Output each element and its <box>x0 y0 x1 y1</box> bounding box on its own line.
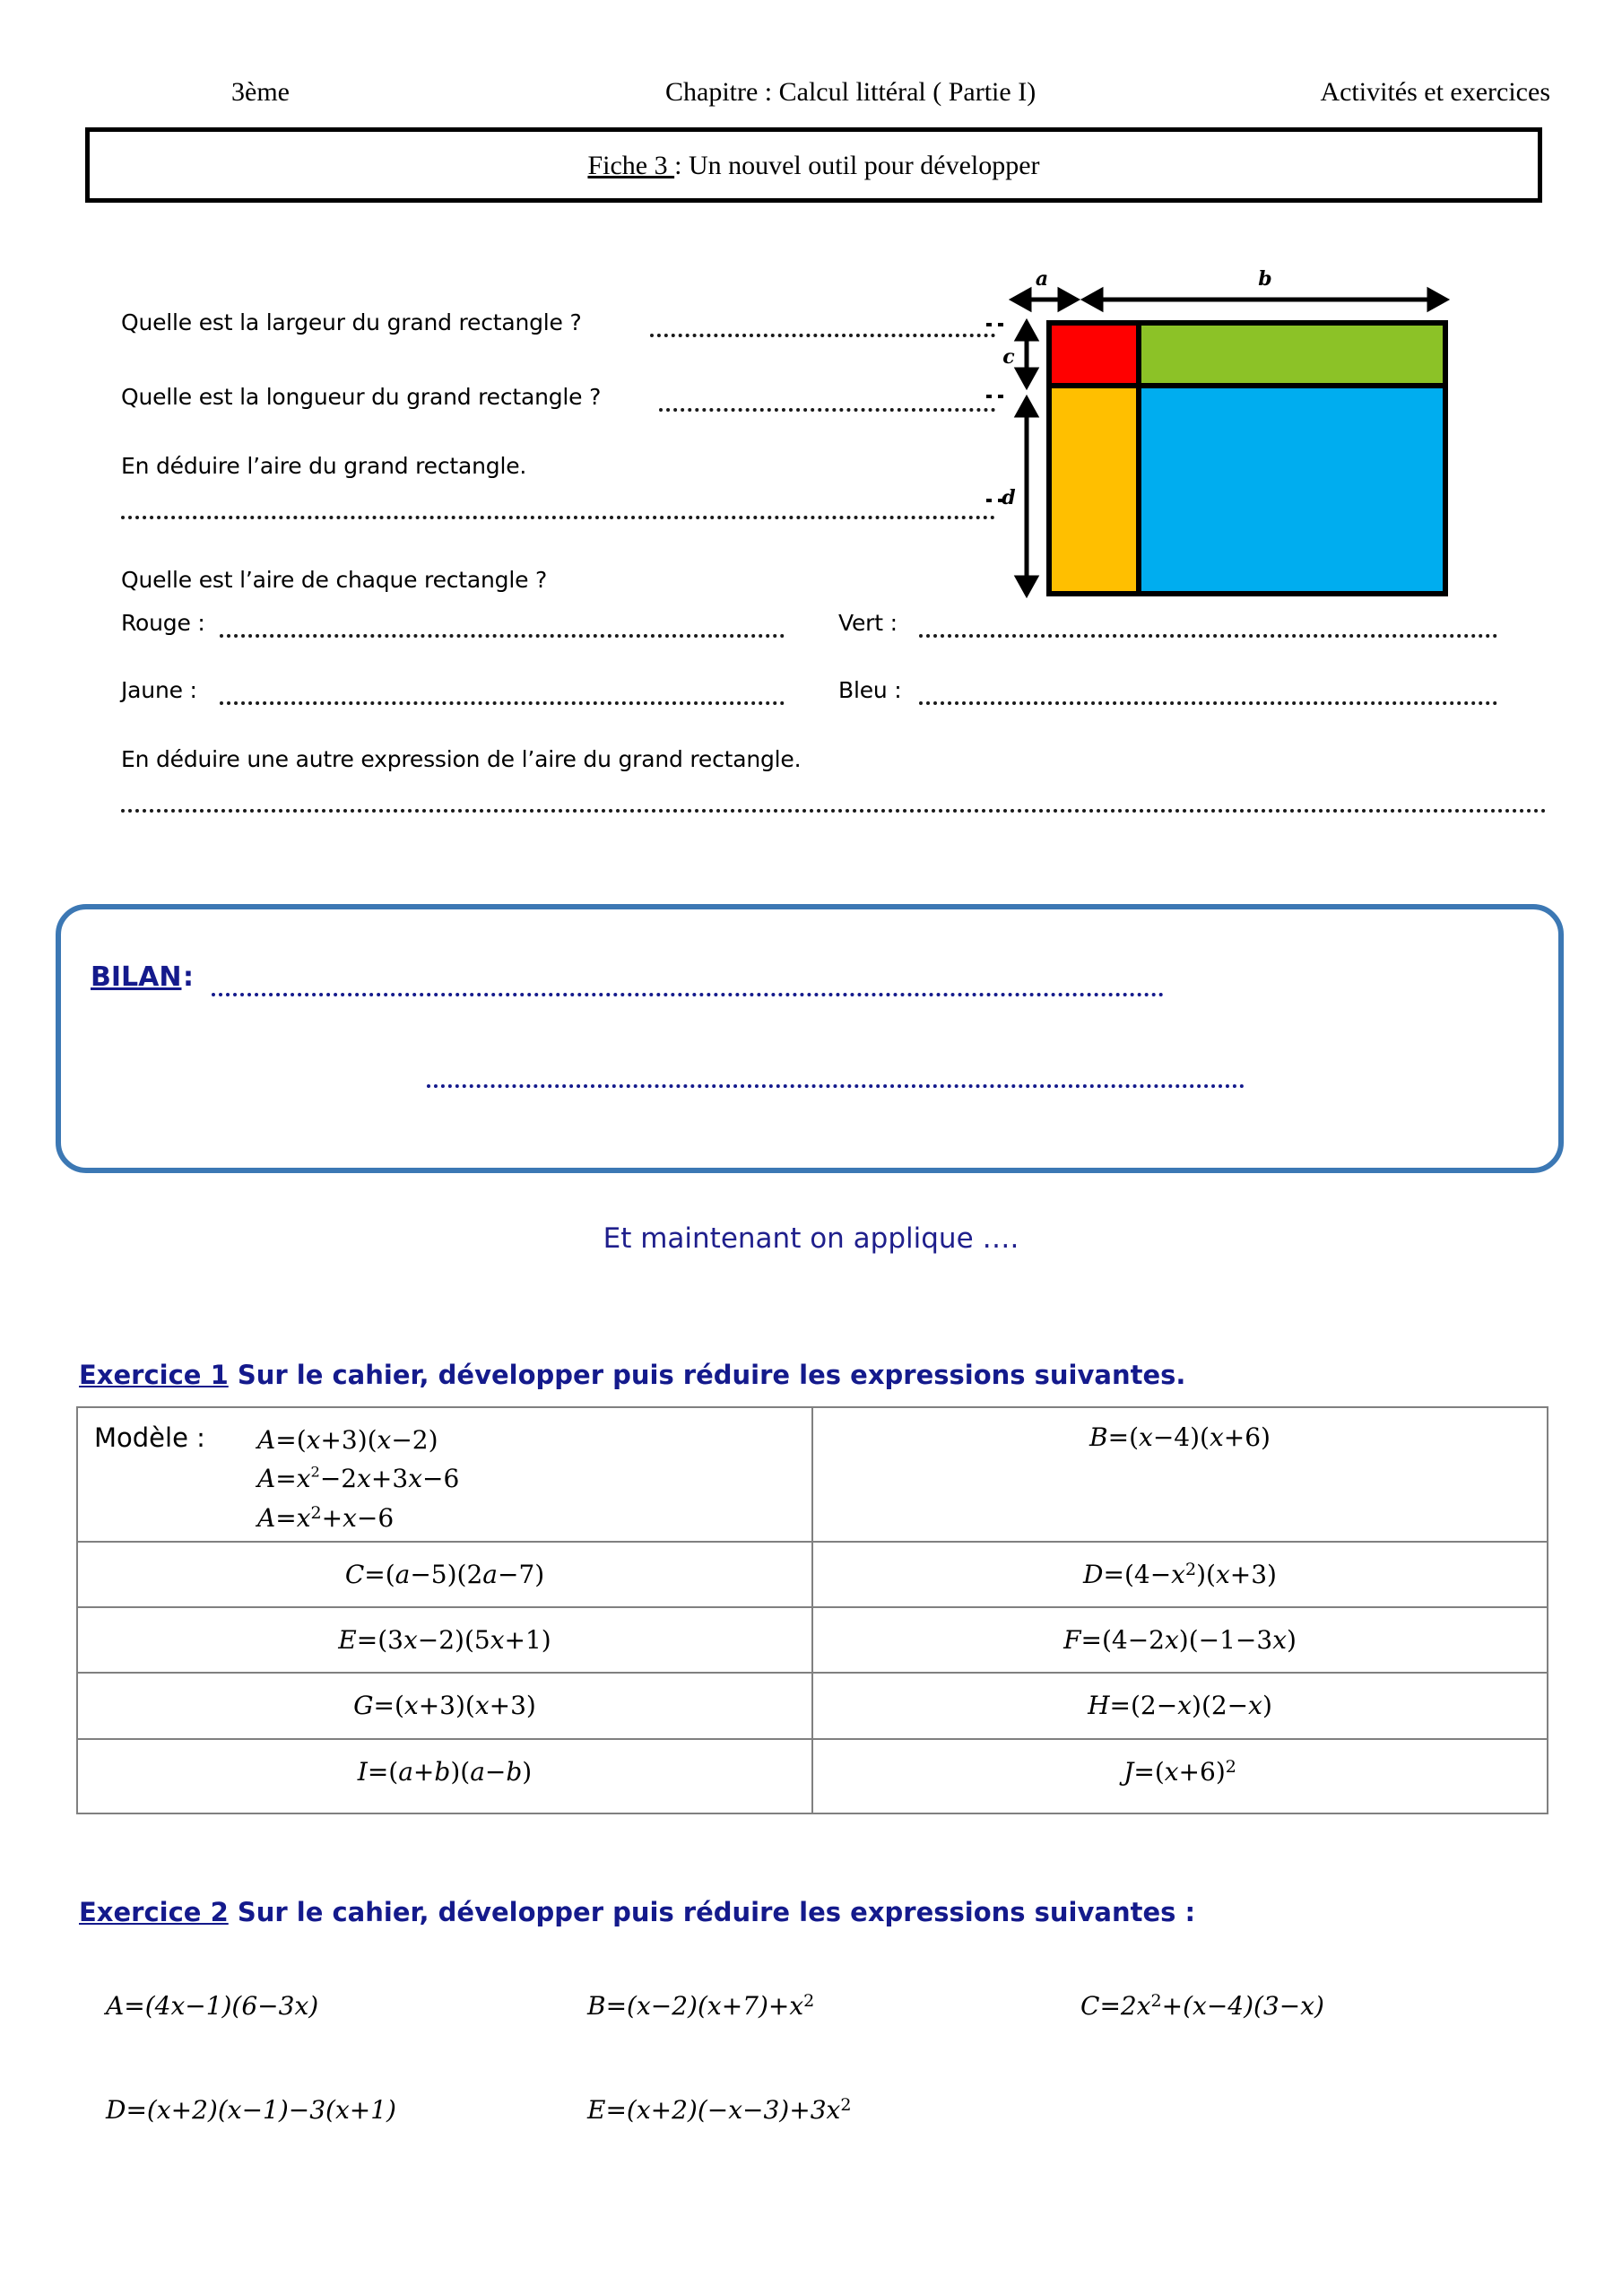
page-title-rest: : Un nouvel outil pour développer <box>674 151 1040 180</box>
answer-line-autre-expression[interactable] <box>121 809 1547 813</box>
question-aire-chaque-rectangle: Quelle est l’aire de chaque rectangle ? <box>121 567 548 593</box>
header-grade-level: 3ème <box>231 77 290 107</box>
exercise-2-instruction: Sur le cahier, développer puis réduire les expressions suivantes : <box>228 1897 1196 1927</box>
bilan-colon: : <box>183 961 194 993</box>
answer-line-largeur[interactable] <box>650 334 995 337</box>
exercise-1-table <box>76 1406 1548 1814</box>
ex2-expression-d: D=(x+2)(x−1)−3(x+1) <box>106 2095 396 2125</box>
table-row <box>77 1607 1548 1673</box>
table-row <box>77 1407 1548 1542</box>
ex2-expression-a: A=(4x−1)(6−3x) <box>106 1991 319 2021</box>
diagram-label-c: c <box>1002 345 1015 369</box>
label-bleu: Bleu : <box>838 677 902 703</box>
rectangle-area-diagram <box>986 260 1542 610</box>
bilan-box <box>56 904 1564 1173</box>
question-aire-grand-rectangle: En déduire l’aire du grand rectangle. <box>121 453 527 479</box>
dimension-arrow-a <box>1013 291 1076 309</box>
cell-expression-i[interactable]: I=(a+b)(a−b) <box>77 1739 812 1813</box>
answer-line-aire-grand-rectangle[interactable] <box>121 516 995 519</box>
header-doc-type: Activités et exercices <box>1320 77 1550 107</box>
question-largeur: Quelle est la largeur du grand rectangle ? <box>121 309 582 335</box>
diagram-label-a: a <box>1035 267 1049 291</box>
cell-expression-b[interactable] <box>812 1407 1548 1542</box>
cell-expression-c[interactable]: C=(a−5)(2a−7) <box>77 1542 812 1607</box>
answer-line-vert[interactable] <box>919 634 1497 638</box>
rect-vert <box>1139 323 1445 386</box>
ex2-expression-e: $E=(x+2)(-x-3)+3x^2$ <box>587 2095 852 2126</box>
header-chapter: Chapitre : Calcul littéral ( Partie I) <box>665 77 1037 107</box>
math-expression: B=(x−4)(x+6) <box>1089 1422 1271 1452</box>
exercise-2-heading <box>79 1897 1195 1927</box>
exercise-1-name: Exercice 1 <box>79 1360 229 1390</box>
diagram-label-b: b <box>1258 267 1272 291</box>
dimension-arrow-c <box>1018 323 1036 386</box>
rect-rouge <box>1049 323 1139 386</box>
document-header <box>0 77 1622 117</box>
label-jaune: Jaune : <box>121 677 197 703</box>
dimension-arrow-d <box>1018 399 1036 594</box>
cell-modele[interactable] <box>77 1407 812 1542</box>
exercise-2-name: Exercice 2 <box>79 1897 229 1927</box>
math-expression: $A=x^2-2x+3x-6$ <box>257 1463 460 1494</box>
modele-expressions <box>257 1421 459 1537</box>
rect-bleu <box>1139 386 1445 594</box>
page-title <box>90 151 1538 181</box>
cell-expression-e[interactable]: E=(3x−2)(5x+1) <box>77 1607 812 1673</box>
diagram-label-d: d <box>1002 486 1016 509</box>
answer-line-jaune[interactable] <box>220 701 785 705</box>
table-row <box>77 1542 1548 1607</box>
table-row <box>77 1739 1548 1813</box>
cell-expression-h[interactable]: H=(2−x)(2−x) <box>812 1673 1548 1738</box>
cell-expression-d[interactable]: $D=(4-x^2)(x+3)$ <box>812 1542 1548 1607</box>
modele-label: Modèle : <box>94 1422 205 1453</box>
page-title-sheet-number: Fiche 3 <box>587 151 675 180</box>
answer-line-longueur[interactable] <box>659 408 995 412</box>
math-expression: A=(x+3)(x−2) <box>257 1425 438 1455</box>
label-rouge: Rouge : <box>121 610 205 636</box>
math-expression: $A=x^2+x-6$ <box>257 1502 395 1533</box>
exercise-1-heading <box>79 1360 1185 1390</box>
cell-expression-j[interactable]: $J=(x+6)^2$ <box>812 1739 1548 1813</box>
dimension-arrow-b <box>1085 291 1445 309</box>
cell-expression-f[interactable]: F=(4−2x)(−1−3x) <box>812 1607 1548 1673</box>
table-row <box>77 1673 1548 1738</box>
question-autre-expression: En déduire une autre expression de l’aire du grand rectangle. <box>121 746 802 772</box>
cell-expression-g[interactable]: G=(x+3)(x+3) <box>77 1673 812 1738</box>
answer-line-rouge[interactable] <box>220 634 785 638</box>
ex2-expression-b: $B=(x-2)(x+7)+x^2$ <box>587 1991 815 2022</box>
label-vert: Vert : <box>838 610 898 636</box>
bilan-answer-line-2[interactable] <box>427 1084 1245 1088</box>
exercise-1-instruction: Sur le cahier, développer puis réduire les expressions suivantes. <box>228 1360 1186 1390</box>
question-longueur: Quelle est la longueur du grand rectangle ? <box>121 384 602 410</box>
rect-jaune <box>1049 386 1139 594</box>
bilan-answer-line-1[interactable] <box>212 993 1164 996</box>
applique-caption: Et maintenant on applique …. <box>603 1222 1019 1255</box>
bilan-label: BILAN <box>91 961 182 993</box>
ex2-expression-c: $C=2x^2+(x-4)(3-x)$ <box>1080 1991 1324 2022</box>
worksheet-title-box <box>85 127 1542 203</box>
exercise-2-expressions <box>0 1946 1622 2179</box>
answer-line-bleu[interactable] <box>919 701 1497 705</box>
